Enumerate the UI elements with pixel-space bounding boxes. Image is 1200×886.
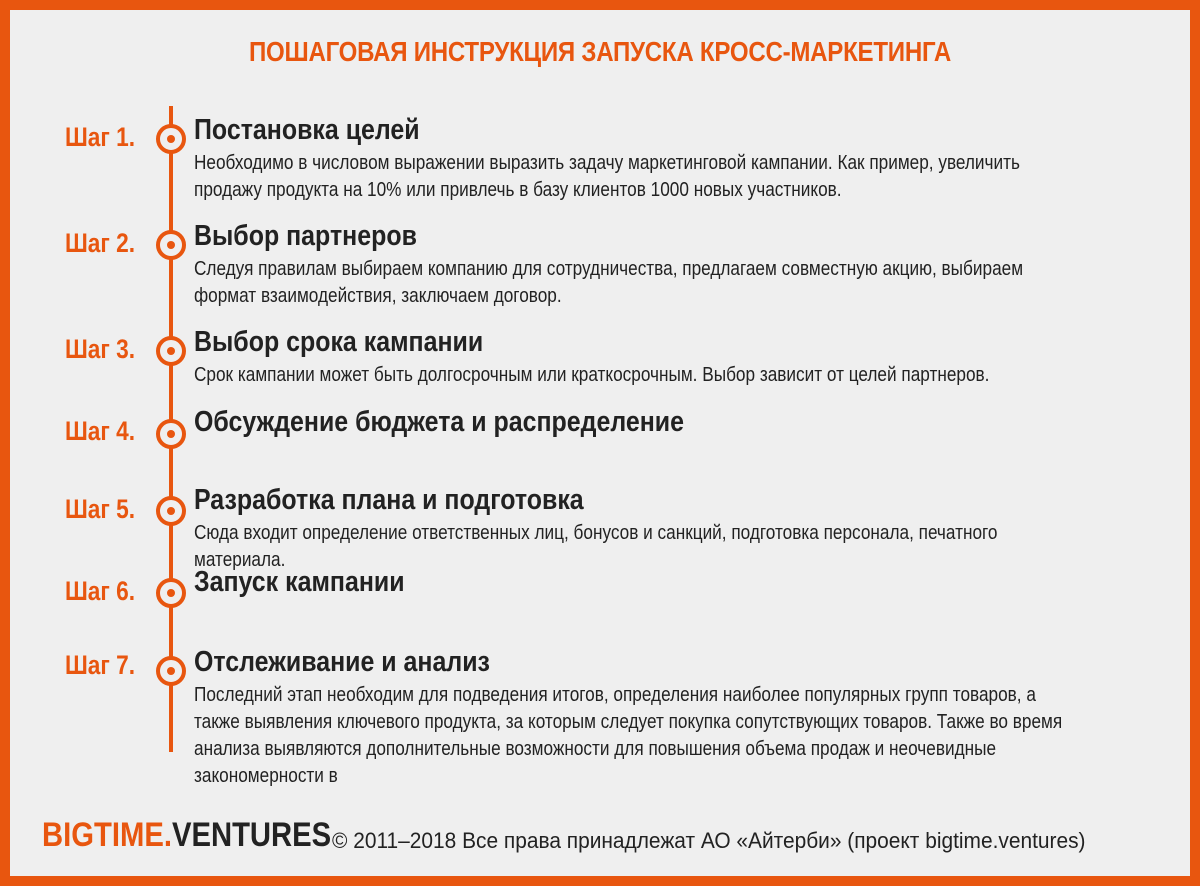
step-marker-icon xyxy=(156,419,186,449)
step-title: Постановка целей xyxy=(194,114,420,146)
step-label: Шаг 6. xyxy=(65,576,136,606)
step-marker-icon xyxy=(156,496,186,526)
step-label: Шаг 4. xyxy=(65,416,136,446)
copyright-text: © 2011–2018 Все права принадлежат АО «Айтерби» (проект bigtime.ventures) xyxy=(332,828,1086,853)
step-label: Шаг 1. xyxy=(65,122,136,152)
step-marker-icon xyxy=(156,230,186,260)
step-title: Разработка плана и подготовка xyxy=(194,484,584,516)
step-marker-icon xyxy=(156,336,186,366)
logo-text-part1: BIGTIME. xyxy=(42,816,172,854)
step-marker-icon xyxy=(156,124,186,154)
step-title: Обсуждение бюджета и распределение xyxy=(194,406,684,438)
step-description: Необходимо в числовом выражении выразить задачу маркетинговой кампании. Как пример, увеличить продажу продукта на 10% или привлечь в базу клиентов 1000 новых участников. xyxy=(194,152,1020,201)
step-title: Запуск кампании xyxy=(194,566,405,598)
step-label: Шаг 5. xyxy=(65,494,136,524)
step-marker-icon xyxy=(156,578,186,608)
step-label: Шаг 7. xyxy=(65,650,136,680)
step-description: Следуя правилам выбираем компанию для сотрудничества, предлагаем совместную акцию, выбираем формат взаимодействия, заключаем договор. xyxy=(194,258,1024,307)
step-title: Отслеживание и анализ xyxy=(194,646,490,678)
brand-logo xyxy=(42,816,331,855)
step-label: Шаг 3. xyxy=(65,334,136,364)
page-title: ПОШАГОВАЯ ИНСТРУКЦИЯ ЗАПУСКА КРОСС-МАРКЕТИНГА xyxy=(249,36,951,67)
step-marker-icon xyxy=(156,656,186,686)
step-title: Выбор срока кампании xyxy=(194,326,484,358)
step-description: Срок кампании может быть долгосрочным или краткосрочным. Выбор зависит от целей партнеров. xyxy=(194,364,990,386)
step-description: Последний этап необходим для подведения итогов, определения наиболее популярных групп товаров, а также выявления ключевого продукта, за которым следует покупка сопутствующих товаров. Также во время анализа выявляются дополнительные возможности для повышения объема продаж и неочевидные закономерности в xyxy=(194,684,1063,787)
step-title: Выбор партнеров xyxy=(194,220,417,252)
logo-text-part2: VENTURES xyxy=(171,816,332,854)
step-label: Шаг 2. xyxy=(65,228,136,258)
step-description: Сюда входит определение ответственных лиц, бонусов и санкций, подготовка персонала, печатного материала. xyxy=(194,522,998,571)
infographic-frame xyxy=(10,10,1190,876)
